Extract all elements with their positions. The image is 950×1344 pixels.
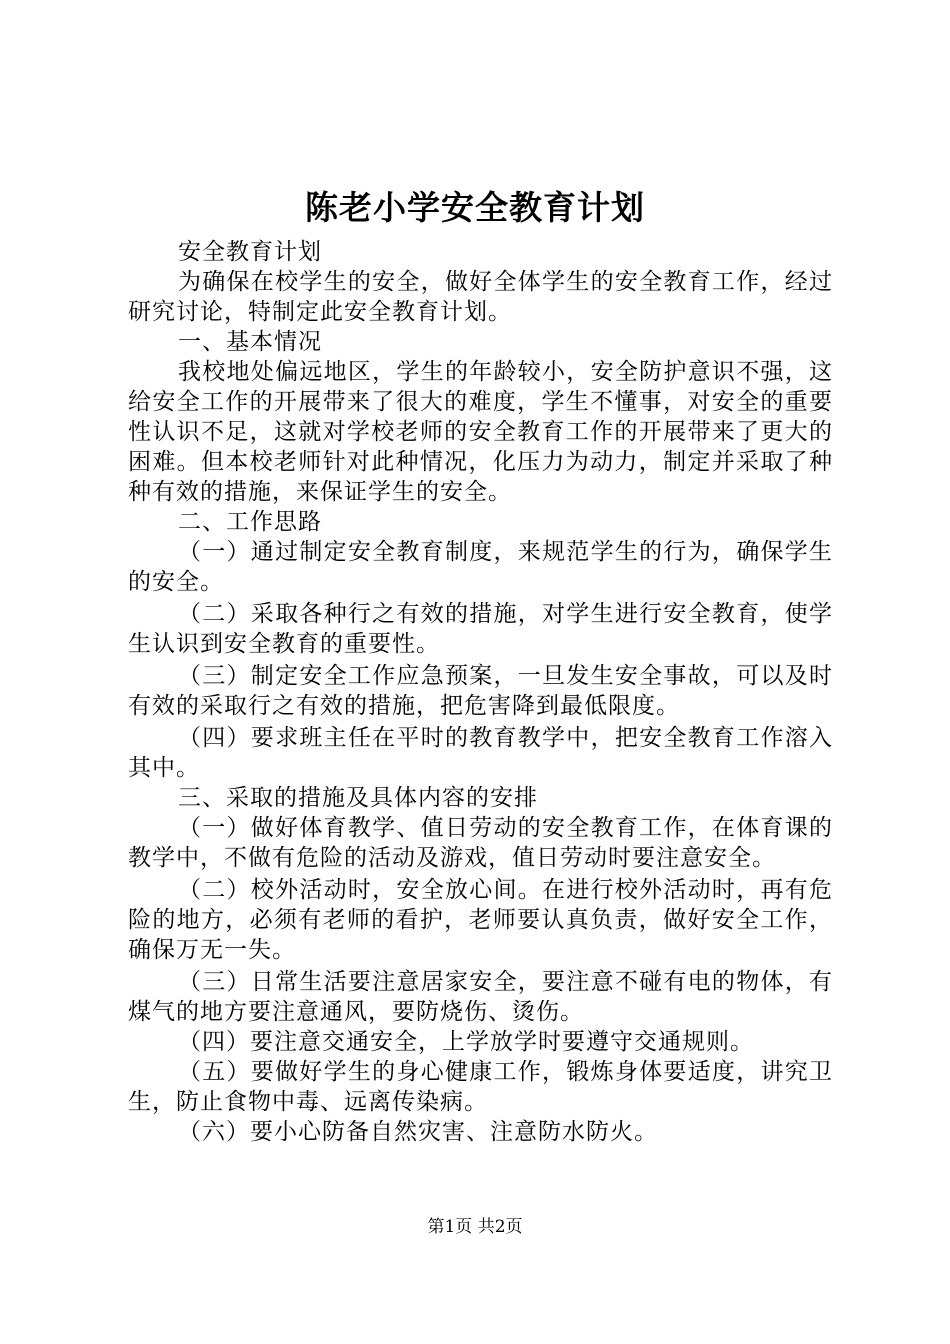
paragraph-measure-4: （四）要注意交通安全，上学放学时要遵守交通规则。 xyxy=(178,1029,754,1055)
paragraph-plan-heading: 安全教育计划 xyxy=(178,239,322,265)
document-title: 陈老小学安全教育计划 xyxy=(305,188,645,227)
document-body xyxy=(128,237,833,1147)
section-heading-measures: 三、采取的措施及具体内容的安排 xyxy=(178,785,538,811)
paragraph-approach-4: （四）要求班主任在平时的教育教学中，把安全教育工作溶入其中。 xyxy=(128,725,833,781)
section-heading-work-approach: 二、工作思路 xyxy=(178,509,322,535)
paragraph-measure-6: （六）要小心防备自然灾害、注意防水防火。 xyxy=(178,1119,658,1145)
section-heading-basic-situation: 一、基本情况 xyxy=(178,329,322,355)
paragraph-measure-5: （五）要做好学生的身心健康工作，锻炼身体要适度，讲究卫生，防止食物中毒、远离传染病。 xyxy=(128,1059,833,1115)
paragraph-intro: 为确保在校学生的安全，做好全体学生的安全教育工作，经过研究讨论，特制定此安全教育计划。 xyxy=(128,269,833,325)
paragraph-approach-3: （三）制定安全工作应急预案，一旦发生安全事故，可以及时有效的采取行之有效的措施，把危害降到最低限度。 xyxy=(128,663,833,719)
paragraph-approach-2: （二）采取各种行之有效的措施，对学生进行安全教育，使学生认识到安全教育的重要性。 xyxy=(128,601,833,657)
page-number-footer: 第1页 共2页 xyxy=(427,1217,523,1237)
paragraph-basic-situation: 我校地处偏远地区，学生的年龄较小，安全防护意识不强，这给安全工作的开展带来了很大的难度，学生不懂事，对安全的重要性认识不足，这就对学校老师的安全教育工作的开展带来了更大的困难。但本校老师针对此种情况，化压力为动力，制定并采取了种种有效的措施，来保证学生的安全。 xyxy=(128,359,833,505)
paragraph-measure-3: （三）日常生活要注意居家安全，要注意不碰有电的物体，有煤气的地方要注意通风，要防烧伤、烫伤。 xyxy=(128,969,833,1025)
paragraph-approach-1: （一）通过制定安全教育制度，来规范学生的行为，确保学生的安全。 xyxy=(128,539,833,595)
paragraph-measure-1: （一）做好体育教学、值日劳动的安全教育工作，在体育课的教学中，不做有危险的活动及游戏，值日劳动时要注意安全。 xyxy=(128,815,833,871)
paragraph-measure-2: （二）校外活动时，安全放心间。在进行校外活动时，再有危险的地方，必须有老师的看护，老师要认真负责，做好安全工作，确保万无一失。 xyxy=(128,877,833,963)
